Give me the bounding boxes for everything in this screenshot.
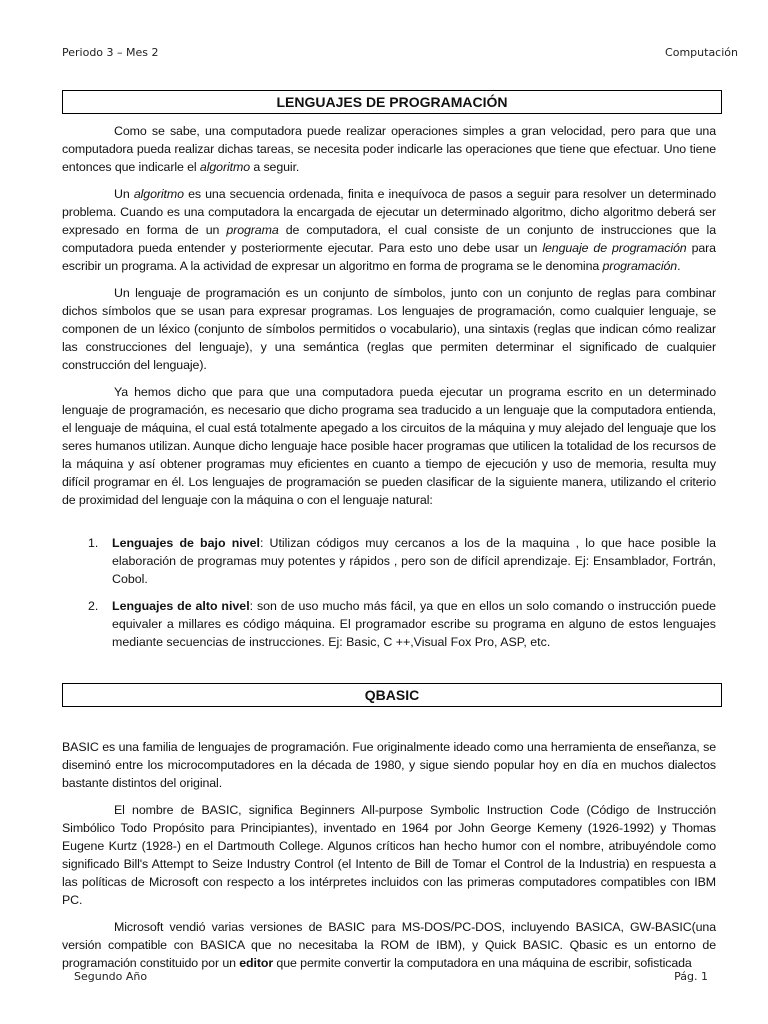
list-item: 2. Lenguajes de alto nivel: son de uso mucho más fácil, ya que en ellos un solo comando o instrucción puede equivaler a millares es código máquina. El programador escribe su programa en alguno de estos lenguajes mediante secuencias de instrucciones. Ej: Basic, C ++,Visual Fox Pro, ASP, etc. xyxy=(88,599,716,649)
header-subject: Computación xyxy=(665,46,738,59)
paragraph: El nombre de BASIC, significa Beginners All-purpose Symbolic Instruction Code (Código de Instrucción Simbólico Todo Propósito para Principiantes), inventado en 1964 por John George Kemeny (1926-1992) y Thomas Eugene Kurtz (1928-) en el Dartmouth College. Algunos críticos han hecho humor con el nombre, atribuyéndole como significado Bill's Attempt to Seize Industry Control (el Intento de Bill de Tomar el Control de la Industria) en respuesta a las políticas de Microsoft con respecto a los intérpretes incluidos con las primeras computadores compatibles con IBM PC. xyxy=(62,803,716,907)
header-period: Periodo 3 – Mes 2 xyxy=(62,46,159,59)
footer-page-number: Pág. 1 xyxy=(674,970,708,983)
paragraph: Ya hemos dicho que para que una computadora pueda ejecutar un programa escrito en un determinado lenguaje de programación, es necesario que dicho programa sea traducido a un lenguaje que la computadora entienda, el lenguaje de máquina, el cual está totalmente apegado a los circuitos de la máquina y muy alejado del lenguaje que los seres humanos utilizan. Aunque dicho lenguaje hace posible hacer programas que utilicen la totalidad de los recursos de la máquina y así obtener programas muy eficientes en cuanto a tiempo de ejecución y uso de memoria, resulta muy difícil programar en él. Los lenguajes de programación se pueden clasificar de la siguiente manera, utilizando el criterio de proximidad del lenguaje con la máquina o con el lenguaje natural: xyxy=(62,385,716,507)
section-body-qbasic xyxy=(62,738,716,981)
paragraph: Un lenguaje de programación es un conjunto de símbolos, junto con un conjunto de reglas para combinar dichos símbolos que se usan para expresar programas. Los lenguajes de programación, como cualquier lenguaje, se componen de un léxico (conjunto de símbolos permitidos o vocabulario), una sintaxis (reglas que indican cómo realizar las construcciones del lenguaje), y una semántica (reglas que permiten determinar el significado de cualquier construcción del lenguaje). xyxy=(62,286,716,372)
list-item: 1. Lenguajes de bajo nivel: Utilizan códigos muy cercanos a los de la maquina , lo que hace posible la elaboración de programas muy potentes y rápidos , pero son de difícil aprendizaje. Ej: Ensamblador, Fortrán, Cobol. xyxy=(88,536,717,586)
paragraph: Como se sabe, una computadora puede realizar operaciones simples a gran velocidad, pero para que una computadora pueda realizar dichas tareas, se necesita poder indicarle las operaciones que tiene que efectuar. Uno tiene entonces que indicarle el algoritmo a seguir. xyxy=(62,124,716,174)
paragraph: Microsoft vendió varias versiones de BASIC para MS-DOS/PC-DOS, incluyendo BASICA, GW-BASIC(una versión compatible con BASICA que no necesitaba la ROM de IBM), y Quick BASIC. Qbasic es un entorno de programación constituido por un editor que permite convertir la computadora en una máquina de escribir, sofisticada xyxy=(62,920,716,970)
language-levels-list xyxy=(62,534,716,660)
paragraph: BASIC es una familia de lenguajes de programación. Fue originalmente ideado como una herramienta de enseñanza, se diseminó entre los microcomputadores en la década de 1980, y sigue siendo popular hoy en día en muchos dialectos bastante distintos del original. xyxy=(62,740,716,790)
section-body-lenguajes xyxy=(62,122,716,518)
section-title-lenguajes: LENGUAJES DE PROGRAMACIÓN xyxy=(62,90,722,114)
section-title-qbasic: QBASIC xyxy=(62,683,722,707)
footer-grade: Segundo Año xyxy=(74,970,148,983)
paragraph: Un algoritmo es una secuencia ordenada, finita e inequívoca de pasos a seguir para resolver un determinado problema. Cuando es una computadora la encargada de ejecutar un determinado algoritmo, dicho algoritmo deberá ser expresado en forma de un programa de computadora, el cual consiste de un conjunto de instrucciones que la computadora pueda entender y posteriormente ejecutar. Para esto uno debe usar un lenguaje de programación para escribir un programa. A la actividad de expresar un algoritmo en forma de programa se le denomina programación. xyxy=(62,187,716,273)
